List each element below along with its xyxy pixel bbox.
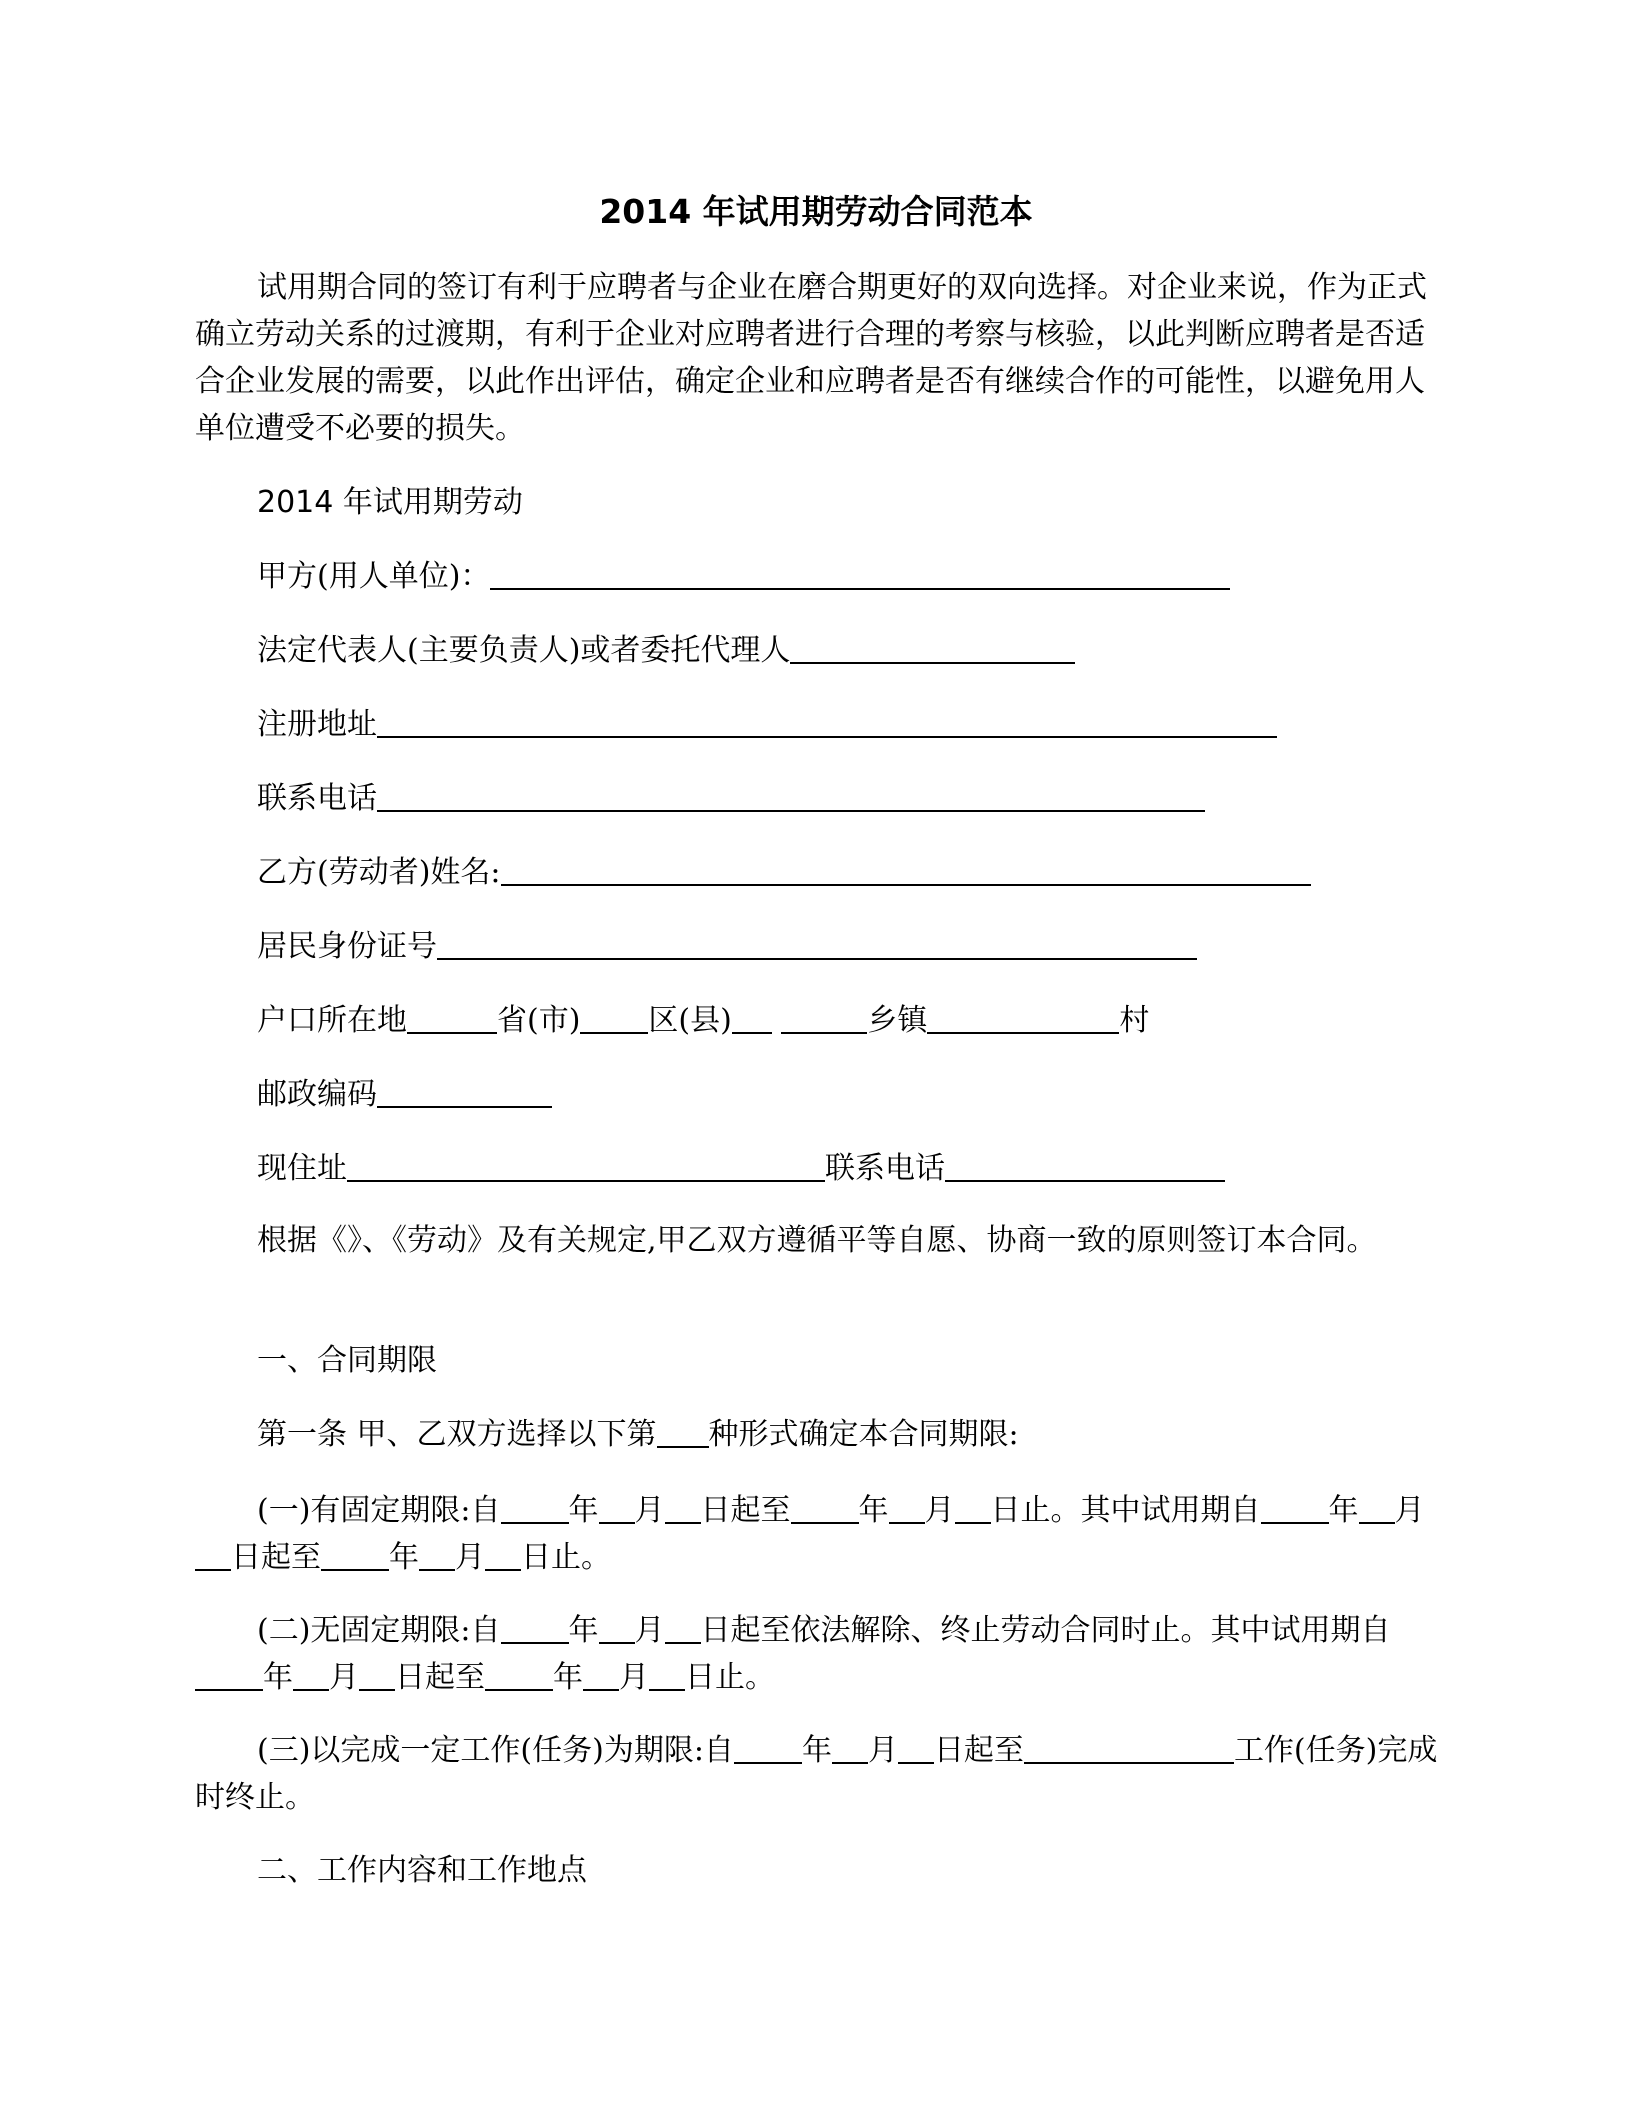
- task-done-label: 完成时终止。: [195, 1733, 1438, 1815]
- id-number-label: 居民身份证号: [257, 929, 437, 964]
- legal-rep-line: [257, 629, 1075, 673]
- reg-address-line: [257, 703, 1277, 747]
- blank: [955, 1492, 991, 1524]
- open-self-label: 自: [1360, 1613, 1391, 1648]
- hukou-label: 户口所在地: [257, 1003, 407, 1038]
- day-to-label: 日止。: [521, 1540, 611, 1575]
- current-address-line: [257, 1147, 1225, 1191]
- hukou-blank-a: [732, 1002, 772, 1034]
- year-label: 年: [389, 1540, 419, 1575]
- intro-paragraph: 试用期合同的签订有利于应聘者与企业在磨合期更好的双向选择。对企业来说，作为正式确立劳动关系的过渡期，有利于企业对应聘者进行合理的考察与核验，以此判断应聘者是否适合企业发展的需要，以此作出评估，确定企业和应聘者是否有继续合作的可能性，以避免用人单位遭受不必要的损失。: [195, 270, 1427, 446]
- month-label: 月: [619, 1660, 649, 1695]
- hukou-province-label: 省(市): [497, 1003, 581, 1038]
- month-label: 月: [867, 1733, 898, 1768]
- blank: [359, 1659, 395, 1691]
- day-from-label: 日起至: [933, 1733, 1024, 1768]
- blank: [599, 1612, 635, 1644]
- blank: [1024, 1732, 1234, 1764]
- open-term-paragraph: [195, 1607, 1440, 1701]
- blank: [898, 1732, 934, 1764]
- blank: [889, 1492, 925, 1524]
- reg-address-blank: [377, 706, 1277, 738]
- current-address-label: 现住址: [257, 1151, 347, 1186]
- blank: [665, 1612, 701, 1644]
- task-work-label: 工作(任务): [1233, 1733, 1378, 1768]
- month-label: 月: [634, 1613, 665, 1648]
- postcode-line: [257, 1073, 552, 1117]
- fixed-term-paragraph: [195, 1487, 1440, 1581]
- party-b-line: [257, 851, 1311, 895]
- blank: [195, 1539, 231, 1571]
- id-number-blank: [437, 928, 1197, 960]
- current-phone-blank: [945, 1150, 1225, 1182]
- blank: [791, 1492, 859, 1524]
- basis-paragraph: 根据《》、《劳动》及有关规定,甲乙双方遵循平等自愿、协商一致的原则签订本合同。: [257, 1223, 1377, 1258]
- open-start-label: (二)无固定期限:自: [257, 1613, 501, 1648]
- blank: [832, 1732, 868, 1764]
- year-label: 年: [858, 1493, 889, 1528]
- contract-subtitle: 2014 年试用期劳动: [257, 485, 523, 520]
- day-to-label: 日止。: [990, 1493, 1081, 1528]
- hukou-district-label: 区(县): [648, 1003, 732, 1038]
- month-label: 月: [329, 1660, 359, 1695]
- blank: [485, 1659, 553, 1691]
- blank: [321, 1539, 389, 1571]
- party-a-label: 甲方(用人单位)：: [257, 559, 491, 594]
- task-term-paragraph: [195, 1727, 1440, 1821]
- day-to-label: 日止。: [685, 1660, 775, 1695]
- party-b-label: 乙方(劳动者)姓名:: [257, 855, 501, 890]
- article1-text-b: 种形式确定本合同期限:: [708, 1417, 1019, 1452]
- blank: [734, 1732, 802, 1764]
- hukou-district-blank: [580, 1002, 648, 1034]
- reg-address-label: 注册地址: [257, 707, 377, 742]
- hukou-town-blank: [781, 1002, 867, 1034]
- hukou-town-label: 乡镇: [867, 1003, 928, 1038]
- year-label: 年: [1328, 1493, 1359, 1528]
- section1-heading: 一、合同期限: [257, 1343, 437, 1378]
- blank: [1261, 1492, 1329, 1524]
- year-label: 年: [263, 1660, 293, 1695]
- day-from-label: 日起至: [395, 1660, 485, 1695]
- blank: [501, 1492, 569, 1524]
- phone-blank: [377, 780, 1205, 812]
- id-number-line: [257, 925, 1197, 969]
- month-label: 月: [924, 1493, 955, 1528]
- section2-heading: 二、工作内容和工作地点: [257, 1853, 587, 1888]
- blank: [293, 1659, 329, 1691]
- hukou-line: [257, 999, 1149, 1043]
- legal-rep-label: 法定代表人(主要负责人)或者委托代理人: [257, 633, 791, 668]
- hukou-province-blank: [407, 1002, 497, 1034]
- party-b-blank: [501, 854, 1311, 886]
- month-label: 月: [455, 1540, 485, 1575]
- blank: [485, 1539, 521, 1571]
- hukou-village-blank: [927, 1002, 1119, 1034]
- article1-blank: [657, 1416, 709, 1448]
- blank: [599, 1492, 635, 1524]
- hukou-village-label: 村: [1119, 1003, 1150, 1038]
- article1-text-a: 第一条 甲、乙双方选择以下第: [257, 1417, 657, 1452]
- month-label: 月: [634, 1493, 665, 1528]
- year-label: 年: [568, 1613, 599, 1648]
- blank: [649, 1659, 685, 1691]
- blank: [665, 1492, 701, 1524]
- document-title: 2014 年试用期劳动合同范本: [599, 192, 1033, 231]
- phone-line: [257, 777, 1205, 821]
- blank: [583, 1659, 619, 1691]
- postcode-label: 邮政编码: [257, 1077, 377, 1112]
- month-label: 月: [1394, 1493, 1425, 1528]
- postcode-blank: [377, 1076, 552, 1108]
- party-a-line: [257, 555, 1230, 599]
- year-label: 年: [553, 1660, 583, 1695]
- year-label: 年: [801, 1733, 832, 1768]
- current-address-blank: [347, 1150, 825, 1182]
- fixed-start-label: (一)有固定期限:自: [257, 1493, 501, 1528]
- year-label: 年: [568, 1493, 599, 1528]
- current-phone-label: 联系电话: [825, 1151, 945, 1186]
- blank: [501, 1612, 569, 1644]
- article1-line: [257, 1413, 1019, 1457]
- phone-label: 联系电话: [257, 781, 377, 816]
- blank: [419, 1539, 455, 1571]
- blank: [195, 1659, 263, 1691]
- day-from-label: 日起至: [700, 1493, 791, 1528]
- party-a-blank: [490, 558, 1230, 590]
- day-from-label: 日起至: [231, 1540, 321, 1575]
- legal-rep-blank: [790, 632, 1075, 664]
- blank: [1359, 1492, 1395, 1524]
- probation-label: 其中试用期自: [1080, 1493, 1261, 1528]
- task-start-label: (三)以完成一定工作(任务)为期限:自: [257, 1733, 734, 1768]
- open-to-label: 日起至依法解除、终止劳动合同时止。其中试用期: [700, 1613, 1361, 1648]
